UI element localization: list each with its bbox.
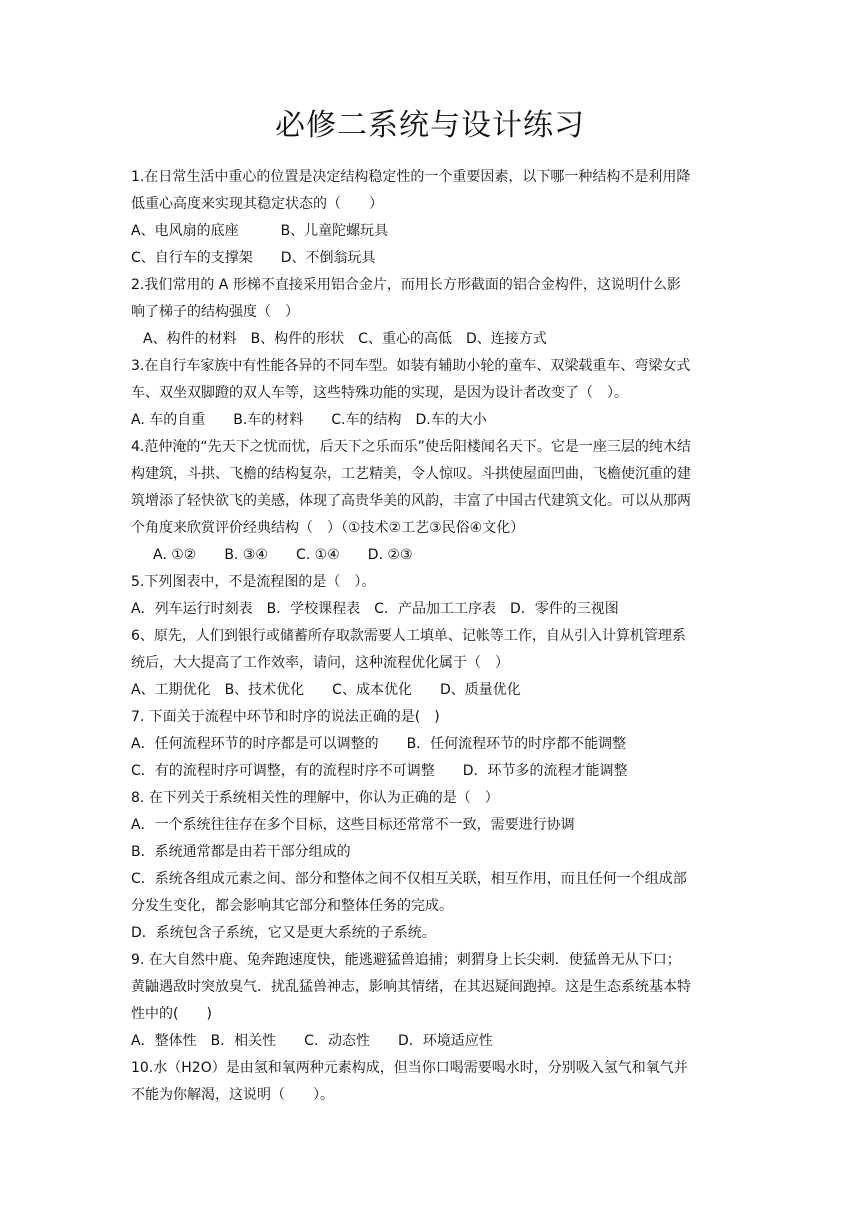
question-6-line-2: 统后，大大提高了工作效率，请问，这种流程优化属于（ ）: [131, 655, 509, 671]
question-1-options-ab: A、电风扇的底座 B、儿童陀螺玩具: [131, 223, 389, 239]
question-2-line-1: 2.我们常用的 A 形梯不直接采用铝合金片，而用长方形截面的铝合金构件，这说明什么影: [131, 277, 681, 293]
question-9-line-2: 黄鼬遇敌时突放臭气．扰乱猛兽神志，影响其情绪，在其迟疑间跑掉。这是生态系统基本特: [131, 979, 691, 995]
question-10-line-2: 不能为你解渴，这说明（ ）。: [131, 1087, 334, 1103]
question-9-options: A．整体性 B．相关性 C．动态性 D．环境适应性: [131, 1033, 493, 1049]
question-7-line-1: 7. 下面关于流程中环节和时序的说法正确的是( ): [131, 709, 440, 725]
question-5-line-1: 5.下列图表中，不是流程图的是（ ）。: [131, 574, 376, 590]
page-title: 必修二系统与设计练习: [275, 108, 585, 143]
question-8-line-1: 8. 在下列关于系统相关性的理解中，你认为正确的是（ ）: [131, 790, 499, 806]
question-8-option-d: D．系统包含子系统，它又是更大系统的子系统。: [131, 925, 436, 941]
question-6-options: A、工期优化 B、技术优化 C、成本优化 D、质量优化: [131, 682, 521, 698]
question-2-options: A、构件的材料 B、构件的形状 C、重心的高低 D、连接方式: [143, 331, 547, 347]
question-5-options: A．列车运行时刻表 B．学校课程表 C．产品加工工序表 D．零件的三视图: [131, 601, 619, 617]
question-8-option-c-line-1: C．系统各组成元素之间、部分和整体之间不仅相互关联，相互作用，而且任何一个组成部: [131, 871, 687, 887]
question-7-options-cd: C．有的流程时序可调整，有的流程时序不可调整 D．环节多的流程才能调整: [131, 763, 628, 779]
question-4-line-1: 4.范仲淹的“先天下之忧而忧，后天下之乐而乐”使岳阳楼闻名天下。它是一座三层的纯木结: [131, 439, 691, 455]
question-1-line-1: 1.在日常生活中重心的位置是决定结构稳定性的一个重要因素，以下哪一种结构不是利用降: [131, 169, 691, 185]
question-8-option-c-line-2: 分发生变化，都会影响其它部分和整体任务的完成。: [131, 898, 453, 914]
question-4-options: A. ①② B. ③④ C. ①④ D. ②③: [153, 547, 413, 563]
question-7-options-ab: A．任何流程环节的时序都是可以调整的 B．任何流程环节的时序都不能调整: [131, 736, 627, 752]
question-2-line-2: 响了梯子的结构强度（ ）: [131, 304, 299, 320]
question-1-options-cd: C、自行车的支撑架 D、不倒翁玩具: [131, 250, 376, 266]
question-10-line-1: 10.水（H2O）是由氢和氧两种元素构成，但当你口喝需要喝水时，分别吸入氢气和氧气并: [131, 1060, 688, 1076]
question-8-option-a: A．一个系统往往存在多个目标，这些目标还常常不一致，需要进行协调: [131, 817, 575, 833]
question-1-line-2: 低重心高度来实现其稳定状态的（ ）: [131, 196, 383, 212]
question-9-line-3: 性中的( ): [131, 1006, 212, 1022]
question-3-options: A. 车的自重 B.车的材料 C.车的结构 D.车的大小: [131, 412, 487, 428]
question-9-line-1: 9. 在大自然中鹿、兔奔跑速度快，能逃避猛兽追捕；刺猬身上长尖刺．使猛兽无从下口；: [131, 952, 681, 968]
question-3-line-2: 车、双坐双脚蹬的双人车等，这些特殊功能的实现，是因为设计者改变了（ ）。: [131, 385, 628, 401]
question-3-line-1: 3.在自行车家族中有性能各异的不同车型。如装有辅助小轮的童车、双梁载重车、弯梁女式: [131, 358, 691, 374]
question-4-line-3: 筑增添了轻快欲飞的美感，体现了高贵华美的风韵，丰富了中国古代建筑文化。可以从那两: [131, 493, 691, 509]
exercise-body: [131, 164, 731, 1109]
question-6-line-1: 6、原先，人们到银行或储蓄所存取款需要人工填单、记帐等工作，自从引入计算机管理系: [131, 628, 686, 644]
question-4-line-4: 个角度来欣赏评价经典结构（ ）（①技术②工艺③民俗④文化）: [131, 520, 525, 536]
question-8-option-b: B．系统通常都是由若干部分组成的: [131, 844, 351, 860]
question-4-line-2: 构建筑，斗拱、飞檐的结构复杂，工艺精美，令人惊叹。斗拱使屋面凹曲，飞檐使沉重的建: [131, 466, 691, 482]
